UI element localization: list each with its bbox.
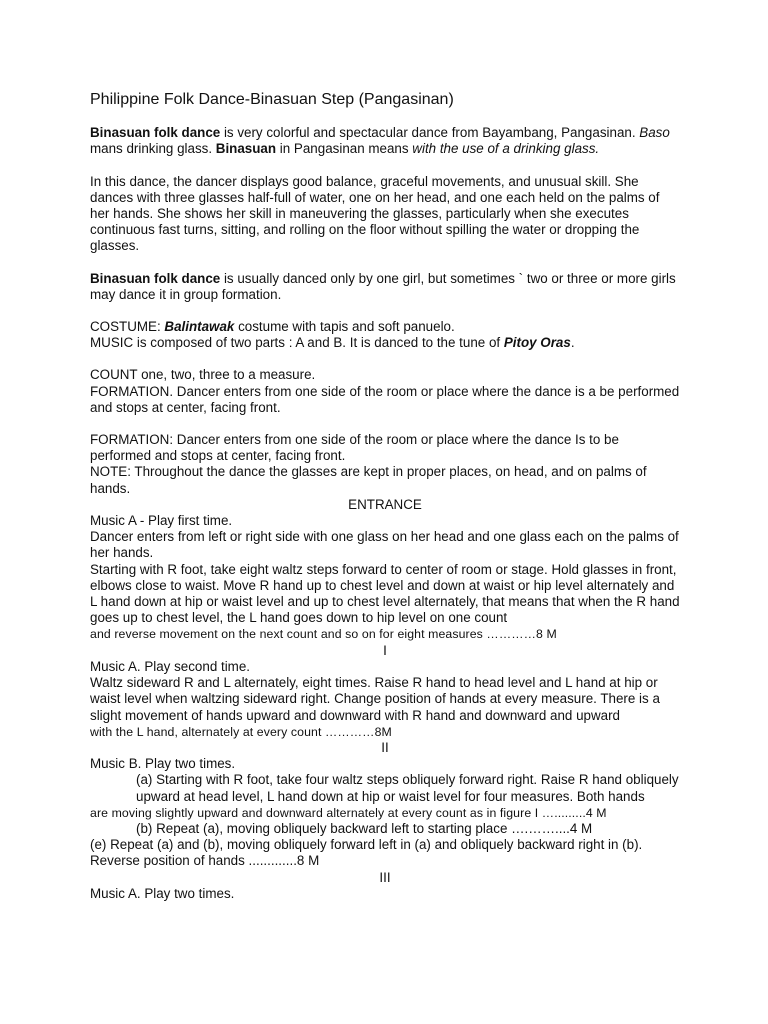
music-instruction: Music B. Play two times.: [90, 756, 236, 772]
text-run: (a) Starting with R foot, take four waltz steps obliquely forward right. Raise R hand obliquely upward at head level, L hand down at hip or waist level for four measures. Both hands: [136, 772, 679, 804]
formation-paragraph-2: FORMATION: Dancer enters from one side of the room or place where the dance Is to be performed and stops at center, facing front.: [90, 432, 619, 464]
step-text: [90, 772, 680, 804]
italic-term: Baso: [639, 125, 670, 141]
bold-term: Binasuan folk dance: [90, 270, 221, 286]
costume-line: [90, 319, 680, 335]
section-heading-figure-3: III: [379, 869, 391, 885]
count-line: COUNT one, two, three to a measure.: [90, 367, 316, 383]
step-text: with the L hand, alternately at every count …………8M: [90, 724, 392, 739]
italic-term: with the use of a drinking glass.: [412, 141, 600, 157]
music-instruction: Music A. Play second time.: [90, 658, 251, 674]
description-paragraph: In this dance, the dancer displays good balance, graceful movements, and unusual skill. She dances with three glasses half-full of water, one on her head, and one each held on the palms of her hands. She shows her skill in maneuvering the glasses, particularly when she executes continuous fast turns, sitting, and rolling on the floor without spilling the water or dropping the glasses.: [90, 173, 660, 254]
bold-term: Binasuan: [215, 141, 277, 157]
intro-paragraph: [90, 125, 680, 157]
text-run: in Pangasinan means: [276, 141, 413, 157]
music-instruction: Music A. Play two times.: [90, 885, 235, 901]
text-run: MUSIC is composed of two parts : A and B. It is danced to the tune of: [90, 335, 504, 351]
document-title: Philippine Folk Dance-Binasuan Step (Pangasinan): [90, 91, 454, 108]
step-text: (e) Repeat (a) and (b), moving obliquely forward left in (a) and obliquely backward right in (b). Reverse position of hands .............8 M: [90, 837, 643, 869]
note-paragraph: NOTE: Throughout the dance the glasses are kept in proper places, on head, and on palms of hands.: [90, 464, 647, 496]
bold-term: Binasuan folk dance: [90, 125, 221, 141]
step-text: Starting with R foot, take eight waltz steps forward to center of room or stage. Hold glasses in front, elbows close to waist. Move R hand up to chest level and down at waist or hip level alternately and L hand down at hip or waist level and up to chest level alternately, that means that when the R hand goes up to chest level, the L hand goes down to hip level on one count: [90, 561, 680, 626]
text-run: costume with tapis and soft panuelo.: [234, 319, 455, 335]
text-run: COSTUME:: [90, 319, 165, 335]
text-run: is very colorful and spectacular dance from Bayambang, Pangasinan.: [220, 125, 640, 141]
bold-italic-term: Pitoy Oras: [503, 335, 571, 351]
formation-paragraph: FORMATION. Dancer enters from one side of the room or place where the dance is a be performed and stops at center, facing front.: [90, 383, 680, 415]
document-page: [90, 92, 680, 902]
step-text: are moving slightly upward and downward alternately at every count as in figure I ….........4 M: [90, 805, 607, 820]
text-run: mans drinking glass.: [90, 141, 216, 157]
bold-italic-term: Balintawak: [164, 319, 235, 335]
text-run: is usually danced only by one girl, but sometimes ` two or three or more girls may dance it in group formation.: [90, 270, 676, 302]
step-text: and reverse movement on the next count and so on for eight measures …………8 M: [90, 627, 557, 642]
section-heading-figure-2: II: [381, 739, 389, 755]
step-text: (b) Repeat (a), moving obliquely backward left to starting place ….……....4 M: [136, 820, 593, 836]
section-heading-entrance: ENTRANCE: [348, 496, 422, 512]
step-text: Waltz sideward R and L alternately, eight times. Raise R hand to head level and L hand at hip or waist level when waltzing sideward right. Change position of hands at every measure. There is a slight movement of hands upward and downward with R hand and downward and upward: [90, 675, 660, 723]
section-heading-figure-1: I: [383, 642, 387, 658]
performers-paragraph: [90, 271, 680, 303]
music-line: [90, 335, 680, 351]
music-instruction: Music A - Play first time.: [90, 513, 233, 529]
text-run: .: [570, 335, 575, 351]
step-text: Dancer enters from left or right side with one glass on her head and one glass each on the palms of her hands.: [90, 529, 679, 561]
